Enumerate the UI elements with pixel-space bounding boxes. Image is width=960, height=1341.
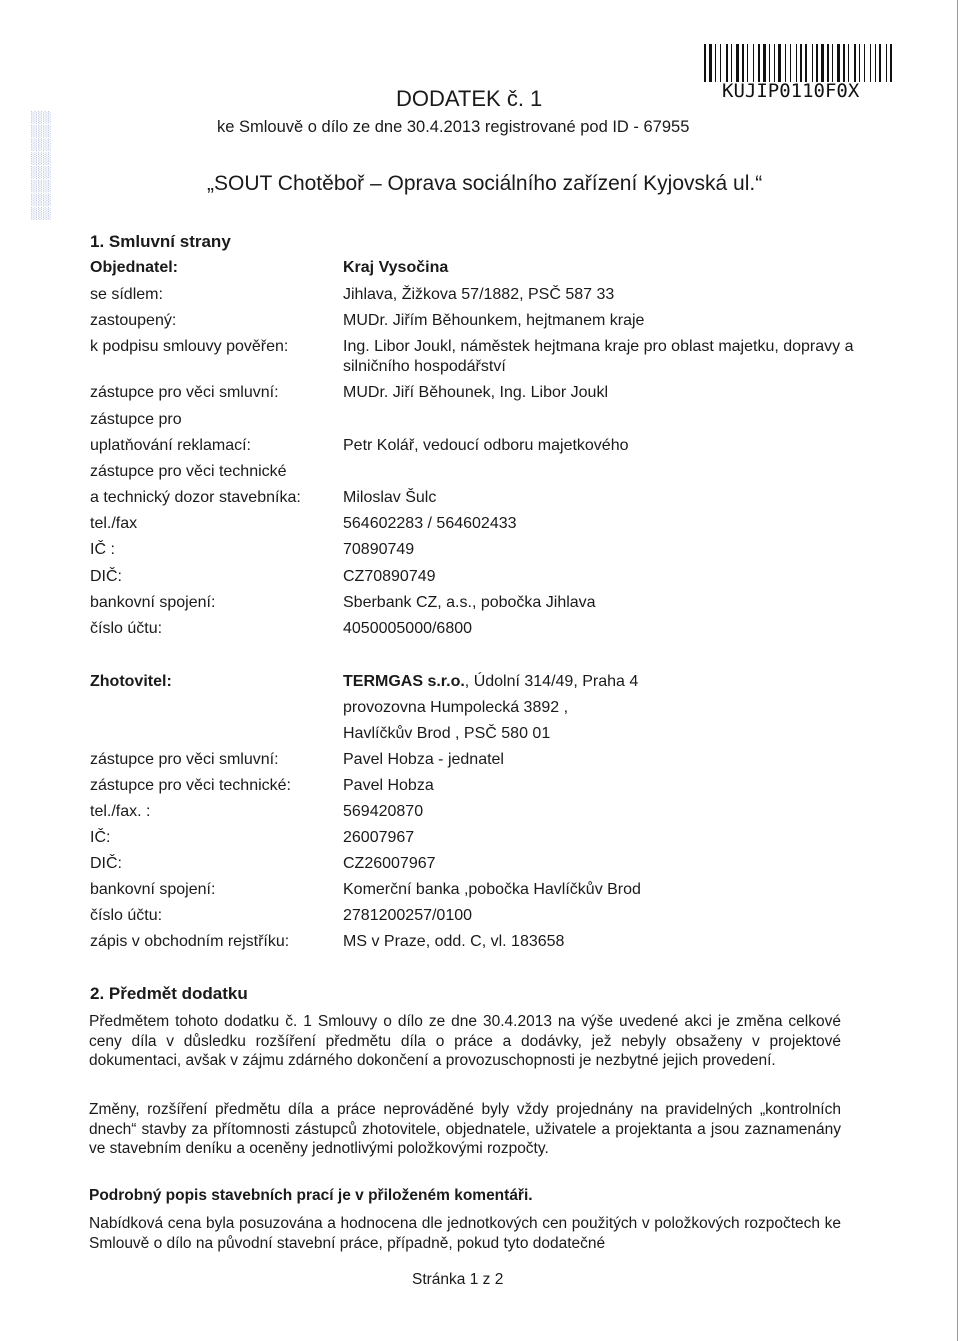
zhotovitel-value: 26007967: [343, 829, 415, 846]
barcode-bar: [875, 44, 876, 82]
barcode-bar: [782, 44, 784, 82]
section2-bold-note: Podrobný popis stavebních prací je v přiloženém komentáři.: [89, 1187, 533, 1204]
document-subtitle: ke Smlouvě o dílo ze dne 30.4.2013 registrované pod ID - 67955: [217, 118, 690, 136]
barcode-bar: [850, 44, 853, 82]
barcode-bar: [763, 44, 766, 82]
objednatel-value: 564602283 / 564602433: [343, 515, 517, 532]
barcode-bar: [890, 44, 892, 82]
section1-heading: 1. Smluvní strany: [90, 232, 231, 251]
objednatel-label: bankovní spojení:: [90, 594, 216, 611]
barcode-bar: [882, 44, 885, 82]
barcode-bar: [841, 44, 842, 82]
zhotovitel-label: zápis v obchodním rejstříku:: [90, 933, 290, 950]
barcode-bar: [825, 44, 826, 82]
objednatel-label: a technický dozor stavebníka:: [90, 489, 301, 506]
barcode-bar: [816, 44, 818, 82]
barcode-bar: [888, 44, 889, 82]
barcode-bar: [870, 44, 871, 82]
barcode-bar: [877, 44, 878, 82]
zhotovitel-label: DIČ:: [90, 855, 122, 872]
barcode-bar: [792, 44, 795, 82]
barcode-bar: [848, 44, 849, 82]
barcode-bar: [709, 44, 712, 82]
objednatel-name: Kraj Vysočina: [343, 259, 449, 276]
barcode-bar: [821, 44, 824, 82]
barcode-bar: [819, 44, 820, 82]
barcode-bar: [785, 44, 786, 82]
barcode-bar: [753, 44, 754, 82]
objednatel-value: MUDr. Jiří Běhounek, Ing. Libor Joukl: [343, 384, 609, 401]
barcode-bar: [866, 44, 869, 82]
barcode-bar: [736, 44, 739, 82]
barcode-bar: [717, 44, 719, 82]
barcode-bar: [767, 44, 768, 82]
project-name: „SOUT Chotěboř – Oprava sociálního zařízení Kyjovská ul.“: [207, 172, 763, 195]
zhotovitel-address-main: , Údolní 314/49, Praha 4: [464, 673, 639, 690]
zhotovitel-value: MS v Praze, odd. C, vl. 183658: [343, 933, 565, 950]
barcode-bar: [854, 44, 856, 82]
barcode-bar: [837, 44, 840, 82]
barcode-bar: [832, 44, 833, 82]
objednatel-label: se sídlem:: [90, 286, 163, 303]
barcode-bar: [790, 44, 791, 82]
barcode-bar: [787, 44, 789, 82]
barcode-bar: [720, 44, 721, 82]
barcode-bar: [796, 44, 797, 82]
barcode-bar: [893, 44, 894, 82]
barcode-bar: [872, 44, 874, 82]
barcode-bar: [722, 44, 725, 82]
barcode-bar: [742, 44, 744, 82]
objednatel-value: Miloslav Šulc: [343, 489, 437, 506]
barcode-bar: [886, 44, 887, 82]
zhotovitel-label: IČ:: [90, 829, 111, 846]
zhotovitel-label: zástupce pro věci smluvní:: [90, 751, 279, 768]
objednatel-label: zástupce pro věci technické: [90, 463, 287, 480]
objednatel-value: MUDr. Jiřím Běhounkem, hejtmanem kraje: [343, 312, 645, 329]
zhotovitel-value: Komerční banka ,pobočka Havlíčkův Brod: [343, 881, 641, 898]
objednatel-label: DIČ:: [90, 568, 122, 585]
barcode-bar: [733, 44, 735, 82]
barcode-bar: [740, 44, 741, 82]
registry-stamp: ▒▒▒▒▒▒▒▒: [30, 109, 50, 220]
objednatel-label: uplatňování reklamací:: [90, 437, 251, 454]
zhotovitel-heading: Zhotovitel:: [90, 673, 172, 690]
barcode-bar: [771, 44, 773, 82]
zhotovitel-address1: provozovna Humpolecká 3892 ,: [343, 699, 569, 716]
objednatel-label: číslo účtu:: [90, 620, 163, 637]
barcode-bar: [745, 44, 746, 82]
barcode-bar: [731, 44, 732, 82]
barcode-bar: [713, 44, 714, 82]
zhotovitel-label: bankovní spojení:: [90, 881, 216, 898]
barcode-bar: [812, 44, 813, 82]
objednatel-value: Ing. Libor Joukl, náměstek hejtmana kraje pro oblast majetku, dopravy a silničního hospodářství: [343, 338, 854, 375]
barcode-bar: [830, 44, 831, 82]
zhotovitel-value: Pavel Hobza - jednatel: [343, 751, 504, 768]
barcode-bar: [726, 44, 728, 82]
zhotovitel-address2: Havlíčkův Brod , PSČ 580 01: [343, 725, 551, 742]
page-edge-line: [957, 0, 958, 1341]
barcode-bar: [800, 44, 802, 82]
barcode-bar: [747, 44, 748, 82]
barcode-bar: [861, 44, 863, 82]
document-title: DODATEK č. 1: [396, 86, 543, 111]
barcode-bar: [729, 44, 730, 82]
barcode-bar: [803, 44, 804, 82]
objednatel-value: Sberbank CZ, a.s., pobočka Jihlava: [343, 594, 596, 611]
barcode-bar: [805, 44, 807, 82]
zhotovitel-value: CZ26007967: [343, 855, 436, 872]
barcode-bar: [879, 44, 881, 82]
barcode-bar: [864, 44, 865, 82]
barcode-bar: [707, 44, 708, 82]
page-number: Stránka 1 z 2: [412, 1271, 504, 1288]
barcode-bar: [808, 44, 811, 82]
barcode: [704, 44, 922, 82]
section2-paragraph-1: Předmětem tohoto dodatku č. 1 Smlouvy o dílo ze dne 30.4.2013 na výše uvedené akci je změna celkové ceny díla v důsledku rozšíření předmětu díla o práce a dodávky, jež nebyly obsaženy v projektové dokumentaci, avšak v zájmu zdárného dokončení a provozuschopnosti je nezbytné jejich provedení.: [89, 1013, 841, 1069]
zhotovitel-label: tel./fax. :: [90, 803, 151, 820]
objednatel-value: 4050005000/6800: [343, 620, 473, 637]
zhotovitel-label: číslo účtu:: [90, 907, 163, 924]
objednatel-value: CZ70890749: [343, 568, 436, 585]
objednatel-label: IČ :: [90, 541, 115, 558]
objednatel-label: zástupce pro věci smluvní:: [90, 384, 279, 401]
objednatel-heading: Objednatel:: [90, 259, 179, 276]
barcode-bar: [761, 44, 762, 82]
barcode-bar: [776, 44, 777, 82]
section2-paragraph-2: Změny, rozšíření předmětu díla a práce neprováděné byly vždy projednány na pravidelných „kontrolních dnech“ stavby za přítomnosti zástupců zhotovitele, objednatele, uživatele a projektanta a jsou zaznamenány ve stavebním deníku a oceněny jednotlivými položkovými rozpočty.: [89, 1101, 841, 1157]
barcode-bar: [834, 44, 836, 82]
section2-paragraph-3: Nabídková cena byla posuzována a hodnocena dle jednotkových cen použitých v položkových rozpočtech ke Smlouvě o dílo na původní stavební práce, případně, pokud tyto dodatečné: [89, 1215, 841, 1252]
barcode-bar: [859, 44, 860, 82]
zhotovitel-value: 569420870: [343, 803, 424, 820]
barcode-bar: [778, 44, 781, 82]
section2-heading: 2. Předmět dodatku: [90, 984, 248, 1003]
objednatel-value: 70890749: [343, 541, 415, 558]
barcode-bar: [814, 44, 815, 82]
objednatel-label: zástupce pro: [90, 411, 182, 428]
zhotovitel-value: 2781200257/0100: [343, 907, 473, 924]
barcode-bar: [749, 44, 752, 82]
objednatel-value: Jihlava, Žižkova 57/1882, PSČ 587 33: [343, 286, 615, 303]
barcode-bar: [715, 44, 716, 82]
barcode-bar: [769, 44, 770, 82]
barcode-bar: [758, 44, 760, 82]
objednatel-label: tel./fax: [90, 515, 138, 532]
zhotovitel-label: zástupce pro věci technické:: [90, 777, 291, 794]
barcode-bar: [846, 44, 847, 82]
objednatel-value: Petr Kolář, vedoucí odboru majetkového: [343, 437, 629, 454]
barcode-bar: [827, 44, 829, 82]
zhotovitel-name: TERMGAS s.r.o.: [343, 673, 465, 690]
barcode-bar: [755, 44, 757, 82]
barcode-bar: [843, 44, 845, 82]
barcode-bar: [798, 44, 799, 82]
barcode-id: KUJIP0110F0X: [722, 80, 860, 102]
objednatel-label: k podpisu smlouvy pověřen:: [90, 338, 289, 355]
barcode-bar: [774, 44, 775, 82]
zhotovitel-value: Pavel Hobza: [343, 777, 434, 794]
barcode-bar: [857, 44, 858, 82]
zhotovitel-name-line: [343, 672, 873, 692]
objednatel-label: zastoupený:: [90, 312, 177, 329]
barcode-bar: [704, 44, 706, 82]
